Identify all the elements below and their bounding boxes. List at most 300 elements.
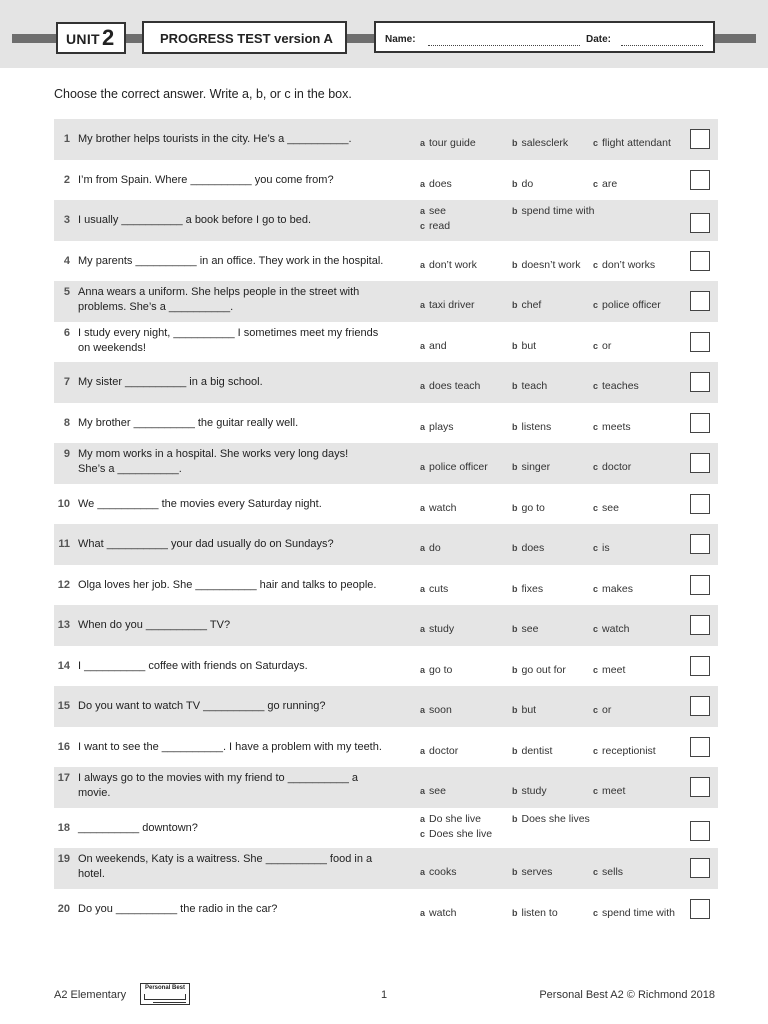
option-text: meet: [602, 663, 626, 676]
option-c: [593, 380, 639, 392]
answer-box[interactable]: [690, 291, 710, 311]
option-letter: a: [420, 867, 426, 877]
option-c: [593, 299, 661, 311]
option-text: police officer: [429, 461, 488, 473]
question-number: 1: [63, 133, 70, 145]
option-letter: c: [420, 221, 426, 231]
option-c: [593, 421, 631, 433]
question-row: [54, 281, 718, 322]
option-b: [512, 461, 550, 473]
option-text: are: [602, 177, 618, 190]
question-number: 12: [57, 578, 70, 591]
question-text: [78, 537, 412, 552]
question-row: [54, 808, 718, 849]
option-a: [420, 421, 454, 433]
answer-box[interactable]: [690, 575, 710, 595]
option-b: [512, 340, 536, 352]
option-b: [512, 813, 590, 825]
option-text: chef: [521, 299, 542, 311]
answer-box[interactable]: [690, 821, 710, 841]
option-letter: b: [512, 138, 518, 148]
question-row: [54, 484, 718, 525]
option-text: or: [602, 704, 612, 716]
question-text: [78, 132, 412, 147]
question-row: [54, 322, 718, 363]
option-letter: a: [420, 543, 426, 553]
option-a: [420, 907, 456, 919]
test-title: PROGRESS TEST version A: [160, 31, 333, 46]
question-text-line: My brother helps tourists in the city. He’s a __________.: [78, 133, 352, 145]
option-letter: c: [593, 138, 599, 148]
option-b: [512, 299, 541, 311]
question-number: 17: [57, 772, 70, 784]
option-b: [512, 205, 594, 217]
option-text: is: [602, 542, 610, 554]
option-a: [420, 583, 448, 595]
question-row: [54, 241, 718, 282]
option-text: teach: [521, 380, 548, 392]
answer-box[interactable]: [690, 170, 710, 190]
option-a: [420, 380, 480, 392]
option-text: makes: [602, 582, 633, 595]
question-text-line: Do you want to watch TV __________ go running?: [78, 700, 326, 712]
question-row: [54, 767, 718, 808]
page-number: 1: [381, 989, 388, 1001]
question-row: [54, 848, 718, 889]
option-b: [512, 785, 547, 797]
option-letter: c: [593, 786, 599, 796]
option-text: listen to: [521, 906, 558, 919]
question-text-line: My mom works in a hospital. She works very long days!: [78, 448, 349, 460]
option-letter: c: [593, 259, 599, 270]
option-text: salesclerk: [521, 137, 569, 149]
option-c: [593, 259, 655, 271]
instruction: Choose the correct answer. Write a, b, or c in the box.: [54, 87, 352, 101]
option-letter: b: [512, 705, 518, 715]
question-text: [78, 416, 412, 431]
option-letter: c: [593, 421, 599, 432]
option-letter: a: [420, 583, 426, 594]
question-text: [78, 578, 412, 593]
question-text: [78, 902, 412, 917]
option-text: does: [521, 542, 545, 554]
option-c: [593, 664, 625, 676]
question-number: 10: [57, 497, 70, 510]
question-number: 3: [63, 214, 70, 226]
option-text: or: [602, 339, 612, 352]
answer-box[interactable]: [690, 413, 710, 433]
question-text: [78, 497, 412, 512]
question-number: 2: [63, 173, 70, 186]
option-a: [420, 299, 475, 311]
question-text-line: What __________ your dad usually do on Sundays?: [78, 538, 334, 550]
question-row: [54, 565, 718, 606]
option-text: Does she lives: [521, 812, 590, 825]
question-text-line: Olga loves her job. She __________ hair and talks to people.: [78, 578, 377, 591]
name-label: Name:: [385, 34, 416, 45]
option-letter: b: [512, 664, 518, 675]
question-row: [54, 646, 718, 687]
option-c: [593, 583, 633, 595]
option-c: [593, 461, 631, 473]
option-b: [512, 259, 580, 271]
option-letter: b: [512, 300, 518, 310]
question-text-line: movie.: [78, 787, 111, 799]
option-text: go to: [521, 501, 545, 514]
question-text: [78, 447, 412, 477]
answer-box[interactable]: [690, 494, 710, 514]
option-text: meets: [602, 420, 631, 433]
option-b: [512, 623, 538, 635]
option-text: sells: [602, 866, 624, 878]
option-text: flight attendant: [602, 137, 671, 149]
question-number: 13: [57, 619, 70, 631]
option-a: [420, 178, 452, 190]
question-text-line: When do you __________ TV?: [78, 619, 231, 631]
answer-box[interactable]: [690, 858, 710, 878]
option-c: [593, 137, 671, 149]
option-letter: c: [593, 543, 599, 553]
option-c: [420, 220, 450, 232]
question-row: [54, 605, 718, 646]
option-letter: b: [512, 543, 518, 553]
option-letter: a: [420, 907, 426, 918]
question-text: [78, 659, 412, 674]
answer-box[interactable]: [690, 696, 710, 716]
option-a: [420, 542, 441, 554]
option-letter: a: [420, 178, 426, 189]
option-a: [420, 664, 452, 676]
option-text: fixes: [521, 582, 544, 595]
option-text: cooks: [429, 866, 457, 878]
test-title-box: [142, 21, 347, 54]
option-a: [420, 461, 488, 473]
option-text: go out for: [521, 663, 566, 676]
question-number: 20: [57, 902, 70, 915]
option-text: but: [521, 339, 537, 352]
question-text-line: hotel.: [78, 868, 105, 880]
option-letter: b: [512, 259, 518, 270]
question-text-line: I want to see the __________. I have a problem with my teeth.: [78, 740, 382, 753]
question-text: [78, 375, 412, 390]
question-row: [54, 160, 718, 201]
option-c: [593, 623, 629, 635]
option-b: [512, 866, 552, 878]
question-row: [54, 524, 718, 565]
option-letter: b: [512, 462, 518, 472]
option-text: doctor: [602, 461, 632, 473]
question-text-line: I always go to the movies with my friend to __________ a: [78, 772, 359, 784]
answer-box[interactable]: [690, 615, 710, 635]
question-row: [54, 686, 718, 727]
option-text: and: [429, 339, 447, 352]
option-b: [512, 745, 552, 757]
option-letter: b: [512, 381, 518, 391]
option-text: see: [429, 205, 446, 217]
option-text: listens: [521, 420, 552, 433]
question-text: [78, 326, 412, 356]
option-letter: b: [512, 813, 518, 824]
option-text: spend time with: [521, 205, 595, 217]
option-c: [593, 745, 656, 757]
question-text-line: On weekends, Katy is a waitress. She __________ food in a: [78, 853, 373, 865]
option-a: [420, 205, 446, 217]
option-letter: c: [593, 462, 599, 472]
option-text: Do she live: [429, 812, 481, 825]
answer-box[interactable]: [690, 656, 710, 676]
option-text: read: [429, 220, 451, 232]
option-c: [593, 178, 617, 190]
question-number: 15: [57, 700, 70, 712]
option-letter: b: [512, 421, 518, 432]
question-text: [78, 852, 412, 882]
question-number: 18: [57, 821, 70, 834]
question-number: 8: [63, 416, 70, 429]
date-field[interactable]: [621, 45, 703, 46]
question-text: [78, 618, 412, 633]
option-a: [420, 704, 452, 716]
unit-label: UNIT: [66, 31, 100, 47]
option-text: doesn’t work: [521, 258, 581, 271]
option-text: taxi driver: [429, 299, 475, 311]
option-letter: b: [512, 624, 518, 634]
unit-box: [56, 22, 126, 54]
answer-box[interactable]: [690, 129, 710, 149]
option-letter: c: [593, 583, 599, 594]
option-letter: c: [593, 624, 599, 634]
option-b: [512, 178, 533, 190]
footer-level: A2 Elementary: [54, 989, 127, 1001]
option-text: study: [429, 623, 455, 635]
option-text: see: [602, 501, 619, 514]
option-letter: b: [512, 178, 518, 189]
question-number: 7: [63, 376, 70, 388]
question-text: [78, 821, 412, 836]
question-text: [78, 771, 412, 801]
option-c: [593, 866, 623, 878]
option-a: [420, 813, 481, 825]
option-letter: c: [593, 745, 599, 756]
answer-box[interactable]: [690, 332, 710, 352]
option-text: does teach: [429, 380, 481, 392]
option-c: [593, 502, 619, 514]
option-text: dentist: [521, 744, 553, 757]
name-date-box: [374, 21, 715, 53]
option-text: go to: [429, 663, 453, 676]
option-b: [512, 664, 566, 676]
option-text: plays: [429, 420, 454, 433]
question-number: 19: [57, 853, 70, 865]
question-text-line: She’s a __________.: [78, 463, 182, 475]
option-letter: c: [420, 828, 426, 839]
option-letter: c: [593, 502, 599, 513]
question-text-line: My sister __________ in a big school.: [78, 376, 263, 388]
option-letter: c: [593, 867, 599, 877]
option-text: watch: [429, 501, 457, 514]
option-letter: a: [420, 813, 426, 824]
option-b: [512, 137, 568, 149]
option-c: [593, 704, 611, 716]
option-a: [420, 745, 458, 757]
option-text: receptionist: [602, 744, 656, 757]
question-number: 4: [63, 254, 70, 267]
option-c: [593, 340, 611, 352]
option-text: see: [521, 623, 539, 635]
option-letter: c: [593, 705, 599, 715]
option-b: [512, 704, 536, 716]
option-letter: a: [420, 705, 426, 715]
option-letter: b: [512, 745, 518, 756]
option-letter: c: [593, 300, 599, 310]
option-c: [593, 785, 625, 797]
option-c: [593, 542, 610, 554]
question-row: [54, 727, 718, 768]
unit-number: 2: [102, 25, 115, 50]
question-text: [78, 740, 412, 755]
option-letter: b: [512, 786, 518, 796]
option-a: [420, 502, 456, 514]
option-letter: a: [420, 786, 426, 796]
option-a: [420, 137, 476, 149]
question-text: [78, 254, 412, 269]
option-letter: b: [512, 583, 518, 594]
answer-box[interactable]: [690, 777, 710, 797]
option-letter: b: [512, 907, 518, 918]
option-b: [512, 380, 547, 392]
question-number: 11: [58, 538, 70, 550]
answer-box[interactable]: [690, 534, 710, 554]
option-letter: a: [420, 462, 426, 472]
option-text: don’t works: [602, 258, 656, 271]
option-letter: a: [420, 259, 426, 270]
option-text: serves: [521, 866, 553, 878]
option-a: [420, 340, 447, 352]
option-letter: a: [420, 624, 426, 634]
option-text: Does she live: [429, 827, 493, 840]
question-number: 14: [57, 659, 70, 672]
logo-text: Personal Best: [145, 985, 186, 991]
question-text-line: Anna wears a uniform. She helps people in the street with: [78, 286, 360, 298]
question-row: [54, 119, 718, 160]
question-text: [78, 285, 412, 315]
option-text: do: [429, 542, 441, 554]
option-text: study: [521, 785, 547, 797]
option-letter: b: [512, 867, 518, 877]
option-letter: a: [420, 206, 426, 216]
question-text-line: I __________ coffee with friends on Saturdays.: [78, 659, 308, 672]
option-text: does: [429, 177, 452, 190]
question-number: 16: [57, 740, 70, 753]
option-letter: b: [512, 502, 518, 513]
option-letter: a: [420, 421, 426, 432]
question-text: [78, 699, 412, 714]
question-row: [54, 200, 718, 241]
option-text: spend time with: [602, 906, 675, 919]
option-b: [512, 502, 545, 514]
option-text: see: [429, 785, 446, 797]
option-letter: a: [420, 300, 426, 310]
question-text-line: I usually __________ a book before I go to bed.: [78, 214, 312, 226]
answer-box[interactable]: [690, 899, 710, 919]
option-letter: b: [512, 340, 518, 351]
answer-box[interactable]: [690, 453, 710, 473]
option-text: soon: [429, 704, 452, 716]
name-field[interactable]: [428, 45, 580, 46]
option-letter: c: [593, 381, 599, 391]
question-row: [54, 889, 718, 930]
option-text: but: [521, 704, 537, 716]
option-b: [512, 421, 551, 433]
option-letter: a: [420, 381, 426, 391]
option-letter: c: [593, 178, 599, 189]
question-text-line: My parents __________ in an office. They work in the hospital.: [78, 254, 384, 267]
question-text-line: __________ downtown?: [78, 821, 198, 834]
option-letter: a: [420, 340, 426, 351]
option-text: meet: [602, 785, 626, 797]
option-b: [512, 583, 543, 595]
option-a: [420, 623, 454, 635]
question-number: 6: [63, 326, 70, 339]
question-text: [78, 173, 412, 188]
option-text: don’t work: [429, 258, 477, 271]
personal-best-logo: [140, 983, 190, 1005]
option-letter: c: [593, 664, 599, 675]
question-text-line: My brother __________ the guitar really well.: [78, 416, 299, 429]
option-text: do: [521, 177, 534, 190]
copyright: Personal Best A2 © Richmond 2018: [539, 989, 715, 1001]
option-letter: a: [420, 138, 426, 148]
option-letter: a: [420, 745, 426, 756]
question-text-line: on weekends!: [78, 341, 146, 354]
option-text: cuts: [429, 582, 449, 595]
question-text-line: I study every night, __________ I sometimes meet my friends: [78, 326, 379, 339]
option-text: teaches: [602, 380, 639, 392]
question-row: [54, 362, 718, 403]
answer-box[interactable]: [690, 251, 710, 271]
question-text-line: problems. She’s a __________.: [78, 301, 234, 313]
option-letter: a: [420, 664, 426, 675]
option-text: watch: [602, 623, 630, 635]
answer-box[interactable]: [690, 372, 710, 392]
option-text: doctor: [429, 744, 459, 757]
question-number: 9: [63, 448, 70, 460]
option-a: [420, 866, 456, 878]
option-c: [593, 907, 675, 919]
option-letter: c: [593, 340, 599, 351]
answer-box[interactable]: [690, 213, 710, 233]
option-b: [512, 542, 544, 554]
option-text: watch: [429, 906, 457, 919]
option-text: police officer: [602, 299, 661, 311]
option-letter: a: [420, 502, 426, 513]
option-letter: b: [512, 206, 518, 216]
option-b: [512, 907, 558, 919]
question-row: [54, 443, 718, 484]
option-text: tour guide: [429, 137, 476, 149]
question-text-line: I’m from Spain. Where __________ you come from?: [78, 173, 334, 186]
question-text-line: We __________ the movies every Saturday night.: [78, 497, 322, 510]
question-text-line: Do you __________ the radio in the car?: [78, 902, 278, 915]
answer-box[interactable]: [690, 737, 710, 757]
option-text: singer: [521, 461, 551, 473]
option-a: [420, 259, 477, 271]
option-c: [420, 828, 492, 840]
question-number: 5: [63, 286, 70, 298]
date-label: Date:: [586, 34, 612, 45]
logo-mark-lower: [153, 999, 186, 1003]
option-letter: c: [593, 907, 599, 918]
question-text: [78, 213, 412, 228]
